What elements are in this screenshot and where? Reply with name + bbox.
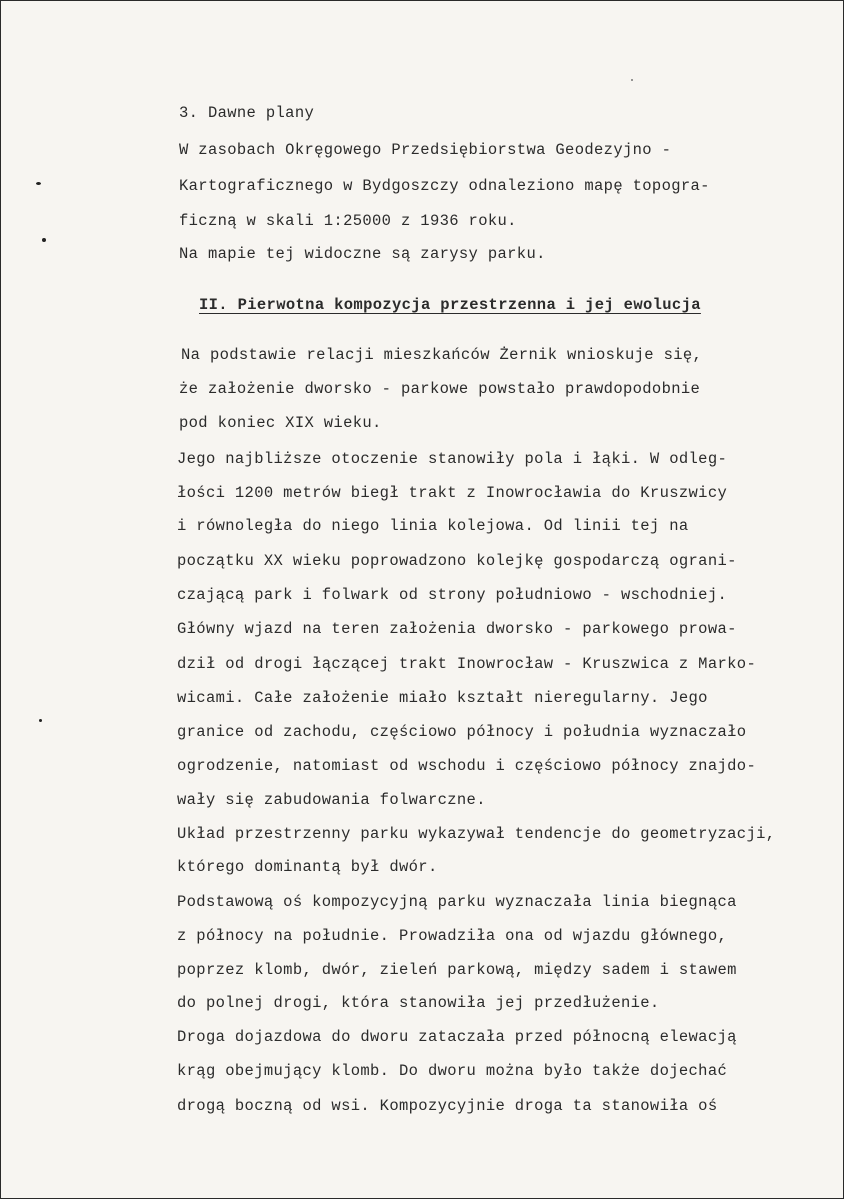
text-line: ficzną w skali 1:25000 z 1936 roku. [179, 212, 517, 230]
text-line: pod koniec XIX wieku. [179, 414, 382, 432]
text-line: W zasobach Okręgowego Przedsiębiorstwa Geodezyjno - [179, 141, 672, 159]
text-line: że założenie dworsko - parkowe powstało prawdopodobnie [179, 380, 701, 398]
text-line: i równoległa do niego linia kolejowa. Od linii tej na [177, 517, 689, 535]
text-line: drogą boczną od wsi. Kompozycyjnie droga ta stanowiła oś [177, 1097, 718, 1115]
text-line: Na mapie tej widoczne są zarysy parku. [179, 245, 546, 263]
text-line: ogrodzenie, natomiast od wschodu i częściowo północy znajdo- [177, 757, 757, 775]
text-line: Na podstawie relacji mieszkańców Żernik wnioskuje się, [181, 346, 703, 364]
text-line: poprzez klomb, dwór, zieleń parkową, między sadem i stawem [177, 961, 737, 979]
text-line: do polnej drogi, która stanowiła jej przedłużenie. [177, 994, 660, 1012]
text-line: wicami. Całe założenie miało kształt nieregularny. Jego [177, 689, 708, 707]
text-line: granice od zachodu, częściowo północy i południa wyznaczało [177, 723, 747, 741]
margin-mark [36, 182, 41, 185]
margin-mark [42, 238, 46, 242]
text-line: dził od drogi łączącej trakt Inowrocław - Kruszwica z Marko- [177, 655, 757, 673]
text-line: Jego najbliższe otoczenie stanowiły pola i łąki. W odleg- [177, 450, 728, 468]
text-line: Kartograficznego w Bydgoszczy odnaleziono mapę topogra- [179, 177, 710, 195]
text-line: Droga dojazdowa do dworu zataczała przed północną elewacją [177, 1028, 737, 1046]
text-line: łości 1200 metrów biegł trakt z Inowrocławia do Kruszwicy [177, 484, 728, 502]
text-line: Układ przestrzenny parku wykazywał tendencje do geometryzacji, [177, 825, 776, 843]
text-line: krąg obejmujący klomb. Do dworu można było także dojechać [177, 1062, 728, 1080]
text-line: Podstawową oś kompozycyjną parku wyznaczała linia biegnąca [177, 893, 737, 911]
section-heading: II. Pierwotna kompozycja przestrzenna i jej ewolucja [199, 296, 701, 314]
text-line: Główny wjazd na teren założenia dworsko - parkowego prowa- [177, 620, 737, 638]
margin-mark [39, 719, 42, 722]
text-line: z północy na południe. Prowadziła ona od wjazdu głównego, [177, 927, 728, 945]
text-line: czającą park i folwark od strony południowo - wschodniej. [177, 586, 728, 604]
text-line: którego dominantą był dwór. [177, 858, 438, 876]
text-line: wały się zabudowania folwarczne. [177, 791, 486, 809]
section-3-title: 3. Dawne plany [179, 104, 315, 122]
text-line: początku XX wieku poprowadzono kolejkę gospodarczą ograni- [177, 552, 737, 570]
margin-mark [631, 79, 633, 81]
